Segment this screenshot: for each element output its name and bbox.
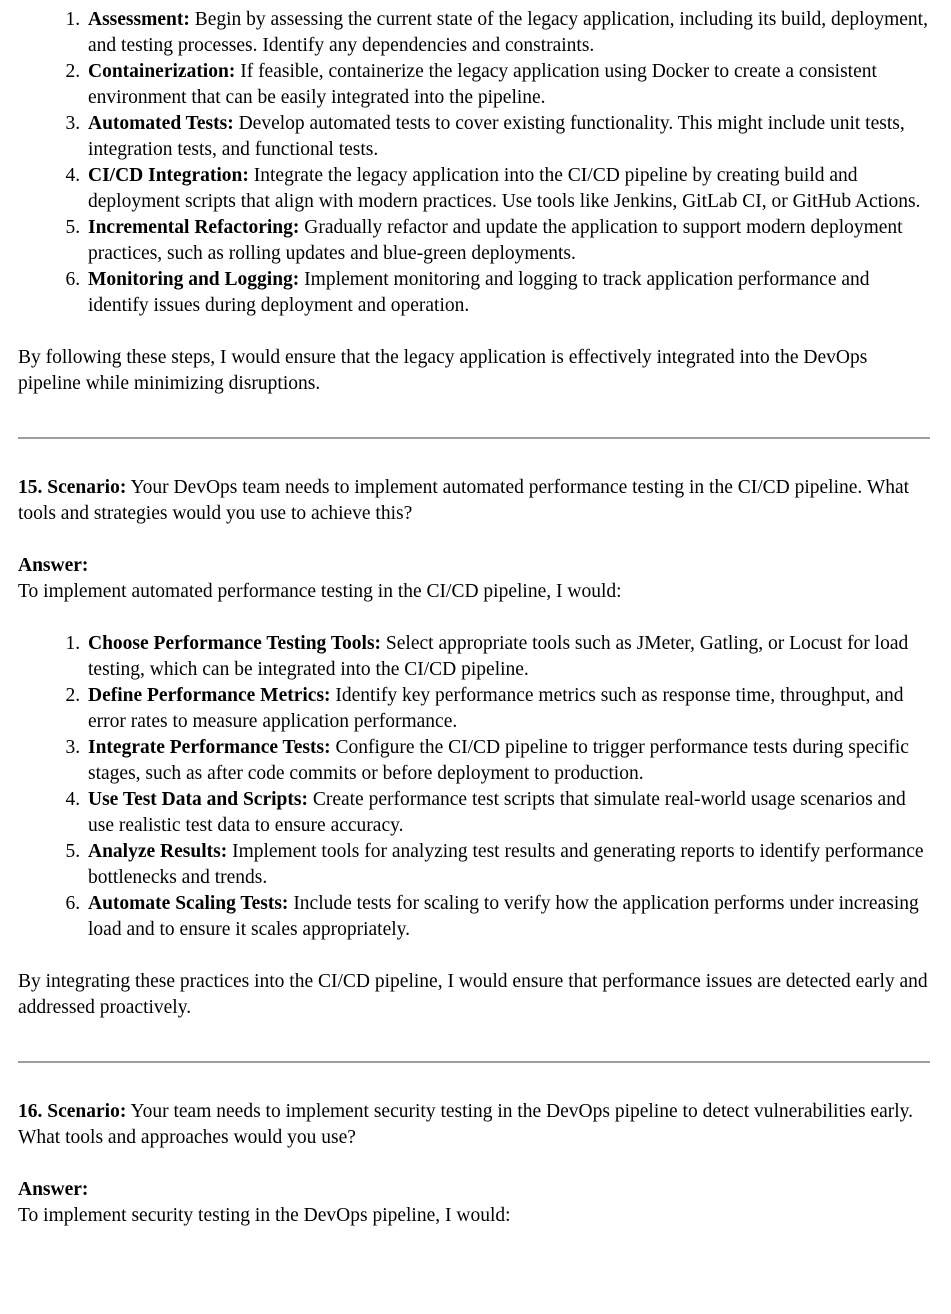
legacy-integration-steps-list (18, 7, 930, 319)
list-item-label: Define Performance Metrics: (88, 685, 331, 706)
list-item-text: Identify key performance metrics such as response time, throughput, and error rates to measure application performance. (88, 685, 904, 732)
answer-label: Answer: (18, 1179, 89, 1200)
list-item (85, 683, 930, 735)
answer-intro-text: To implement security testing in the DevOps pipeline, I would: (18, 1205, 511, 1226)
question-15-heading (18, 475, 930, 527)
question-15-number: 15. Scenario: (18, 477, 127, 498)
list-item (85, 163, 930, 215)
question-15-closing-paragraph: By integrating these practices into the CI/CD pipeline, I would ensure that performance issues are detected early and addressed proactively. (18, 971, 928, 1018)
list-item-label: Choose Performance Testing Tools: (88, 633, 382, 654)
list-item-label: Integrate Performance Tests: (88, 737, 331, 758)
question-16-heading (18, 1099, 930, 1151)
list-item-label: Containerization: (88, 61, 236, 82)
list-item-text: Create performance test scripts that simulate real-world usage scenarios and use realistic test data to ensure accuracy. (88, 789, 906, 836)
list-item-text: Configure the CI/CD pipeline to trigger performance tests during specific stages, such as after code commits or before deployment to production. (88, 737, 909, 784)
list-item-text: If feasible, containerize the legacy application using Docker to create a consistent environment that can be easily integrated into the pipeline. (88, 61, 877, 108)
question-16-answer-intro (18, 1177, 930, 1229)
performance-testing-steps-list (18, 631, 930, 943)
section-divider (18, 437, 930, 439)
list-item (85, 839, 930, 891)
section-divider (18, 1061, 930, 1063)
answer-label: Answer: (18, 555, 89, 576)
list-item (85, 787, 930, 839)
legacy-closing-paragraph: By following these steps, I would ensure that the legacy application is effectively integrated into the DevOps pipeline while minimizing disruptions. (18, 347, 868, 394)
list-item-text: Implement monitoring and logging to track application performance and identify issues during deployment and operation. (88, 269, 870, 316)
list-item-label: Incremental Refactoring: (88, 217, 300, 238)
list-item-label: Use Test Data and Scripts: (88, 789, 308, 810)
list-item-label: Assessment: (88, 9, 190, 30)
list-item (85, 891, 930, 943)
list-item-text: Gradually refactor and update the application to support modern deployment practices, such as rolling updates and blue-green deployments. (88, 217, 903, 264)
question-15-answer-intro (18, 553, 930, 605)
question-16-number: 16. Scenario: (18, 1101, 127, 1122)
list-item (85, 267, 930, 319)
list-item-label: Automated Tests: (88, 113, 234, 134)
list-item (85, 111, 930, 163)
answer-intro-text: To implement automated performance testing in the CI/CD pipeline, I would: (18, 581, 622, 602)
list-item-text: Include tests for scaling to verify how the application performs under increasing load and to ensure it scales appropriately. (88, 893, 919, 940)
question-15-text: Your DevOps team needs to implement automated performance testing in the CI/CD pipeline. What tools and strategies would you use to achieve this? (18, 477, 910, 524)
list-item (85, 631, 930, 683)
question-16-text: Your team needs to implement security testing in the DevOps pipeline to detect vulnerabilities early. What tools and approaches would you use? (18, 1101, 914, 1148)
list-item-label: CI/CD Integration: (88, 165, 249, 186)
list-item-text: Develop automated tests to cover existing functionality. This might include unit tests, integration tests, and functional tests. (88, 113, 905, 160)
list-item (85, 59, 930, 111)
list-item-text: Select appropriate tools such as JMeter, Gatling, or Locust for load testing, which can be integrated into the CI/CD pipeline. (88, 633, 909, 680)
list-item (85, 735, 930, 787)
list-item (85, 7, 930, 59)
list-item-label: Automate Scaling Tests: (88, 893, 289, 914)
list-item-label: Analyze Results: (88, 841, 228, 862)
list-item-text: Integrate the legacy application into the CI/CD pipeline by creating build and deployment scripts that align with modern practices. Use tools like Jenkins, GitLab CI, or GitHub Actions. (88, 165, 921, 212)
list-item-text: Implement tools for analyzing test results and generating reports to identify performance bottlenecks and trends. (88, 841, 924, 888)
list-item-text: Begin by assessing the current state of the legacy application, including its build, deployment, and testing processes. Identify any dependencies and constraints. (88, 9, 928, 56)
list-item-label: Monitoring and Logging: (88, 269, 300, 290)
list-item (85, 215, 930, 267)
